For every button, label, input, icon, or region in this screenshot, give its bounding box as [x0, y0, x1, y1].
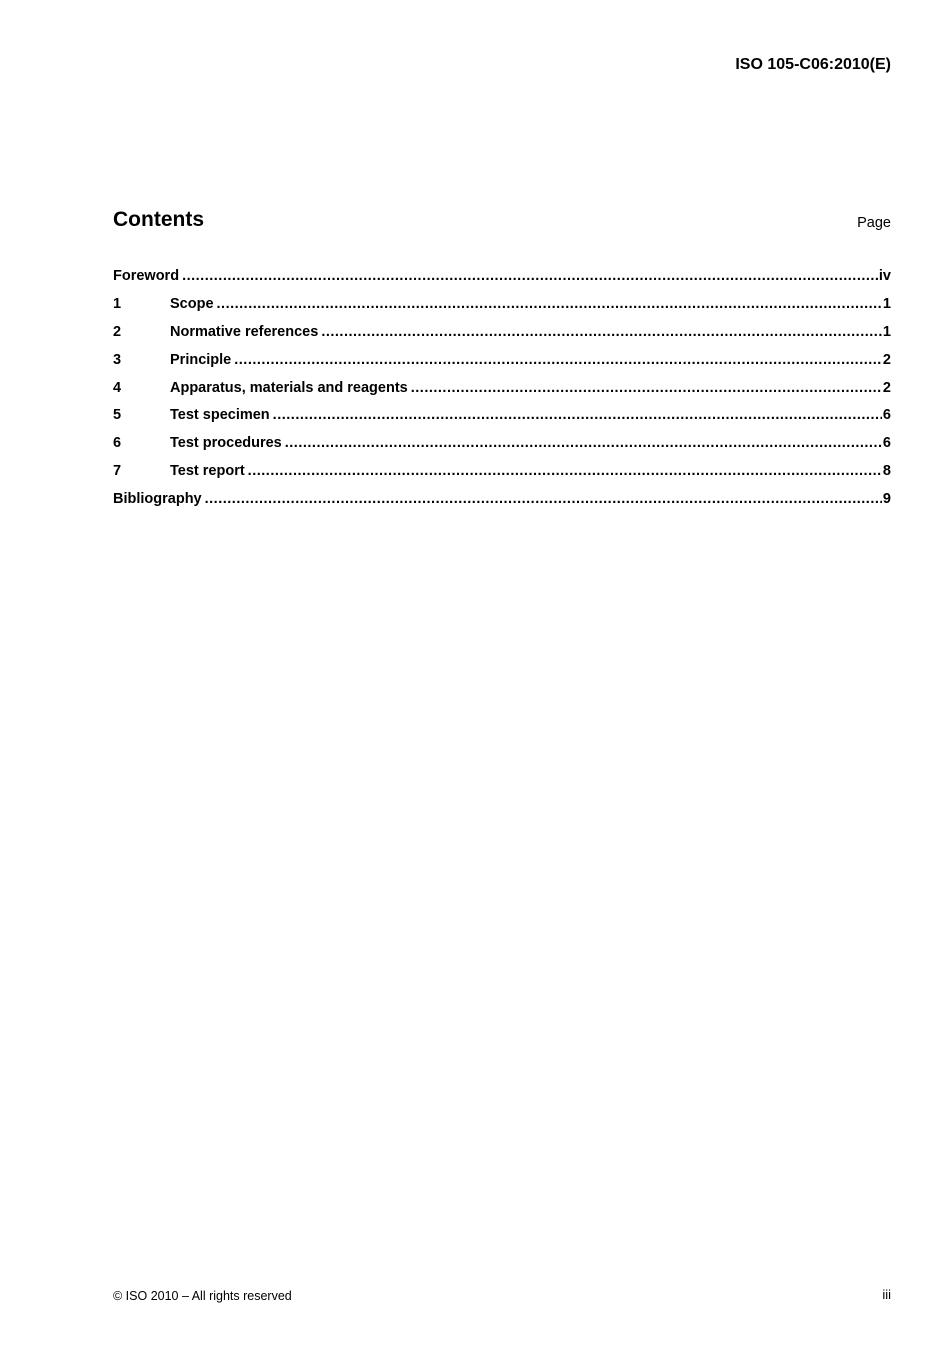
page-column-label: Page [857, 215, 891, 231]
toc-entry-title: Test procedures [170, 435, 282, 452]
toc-entry-title: Apparatus, materials and reagents [170, 379, 408, 396]
toc-entry-apparatus[interactable] [113, 380, 891, 408]
toc-entry-number: 4 [113, 379, 122, 396]
toc-entry-number: 3 [113, 351, 122, 368]
contents-title: Contents [113, 208, 204, 231]
toc-entry-number: 1 [113, 295, 122, 312]
toc-entry-page: 2 [882, 351, 891, 368]
toc-leader-dots [411, 380, 882, 396]
toc-entry-normative-references[interactable] [113, 324, 891, 352]
toc-entry-number: 7 [113, 463, 122, 480]
toc-entry-page: 8 [882, 463, 891, 480]
toc-leader-dots [273, 407, 882, 423]
toc-entry-page: 1 [882, 323, 891, 340]
toc-entry-principle[interactable] [113, 352, 891, 380]
toc-entry-title: Test specimen [170, 407, 270, 424]
toc-leader-dots [285, 435, 882, 451]
toc-entry-page: 6 [882, 407, 891, 424]
toc-entry-number: 2 [113, 323, 122, 340]
toc-entry-bibliography[interactable] [113, 491, 891, 519]
toc-leader-dots [321, 324, 882, 340]
toc-leader-dots [217, 296, 882, 312]
toc-leader-dots [182, 268, 878, 284]
toc-entry-title: Normative references [170, 323, 319, 340]
footer-copyright: © ISO 2010 – All rights reserved [113, 1289, 292, 1303]
toc-entry-title: Bibliography [113, 491, 202, 508]
toc-entry-page: 2 [882, 379, 891, 396]
toc-entry-page: 1 [882, 295, 891, 312]
toc-entry-foreword[interactable] [113, 268, 891, 296]
footer-page-number: iii [882, 1287, 891, 1302]
table-of-contents [113, 268, 891, 519]
toc-entry-page: 9 [882, 491, 891, 508]
toc-entry-test-procedures[interactable] [113, 435, 891, 463]
toc-entry-page: iv [878, 268, 891, 284]
toc-leader-dots [234, 352, 882, 368]
toc-entry-title: Test report [170, 463, 245, 480]
contents-header [113, 208, 891, 238]
toc-entry-title: Foreword [113, 268, 180, 284]
toc-entry-title: Principle [170, 351, 232, 368]
toc-entry-scope[interactable] [113, 296, 891, 324]
toc-leader-dots [205, 491, 882, 507]
toc-entry-number: 5 [113, 407, 122, 424]
toc-entry-number: 6 [113, 435, 122, 452]
toc-entry-title: Scope [170, 295, 214, 312]
toc-entry-test-report[interactable] [113, 463, 891, 491]
toc-entry-test-specimen[interactable] [113, 407, 891, 435]
toc-entry-page: 6 [882, 435, 891, 452]
document-identifier: ISO 105-C06:2010(E) [735, 56, 891, 73]
toc-leader-dots [248, 463, 882, 479]
